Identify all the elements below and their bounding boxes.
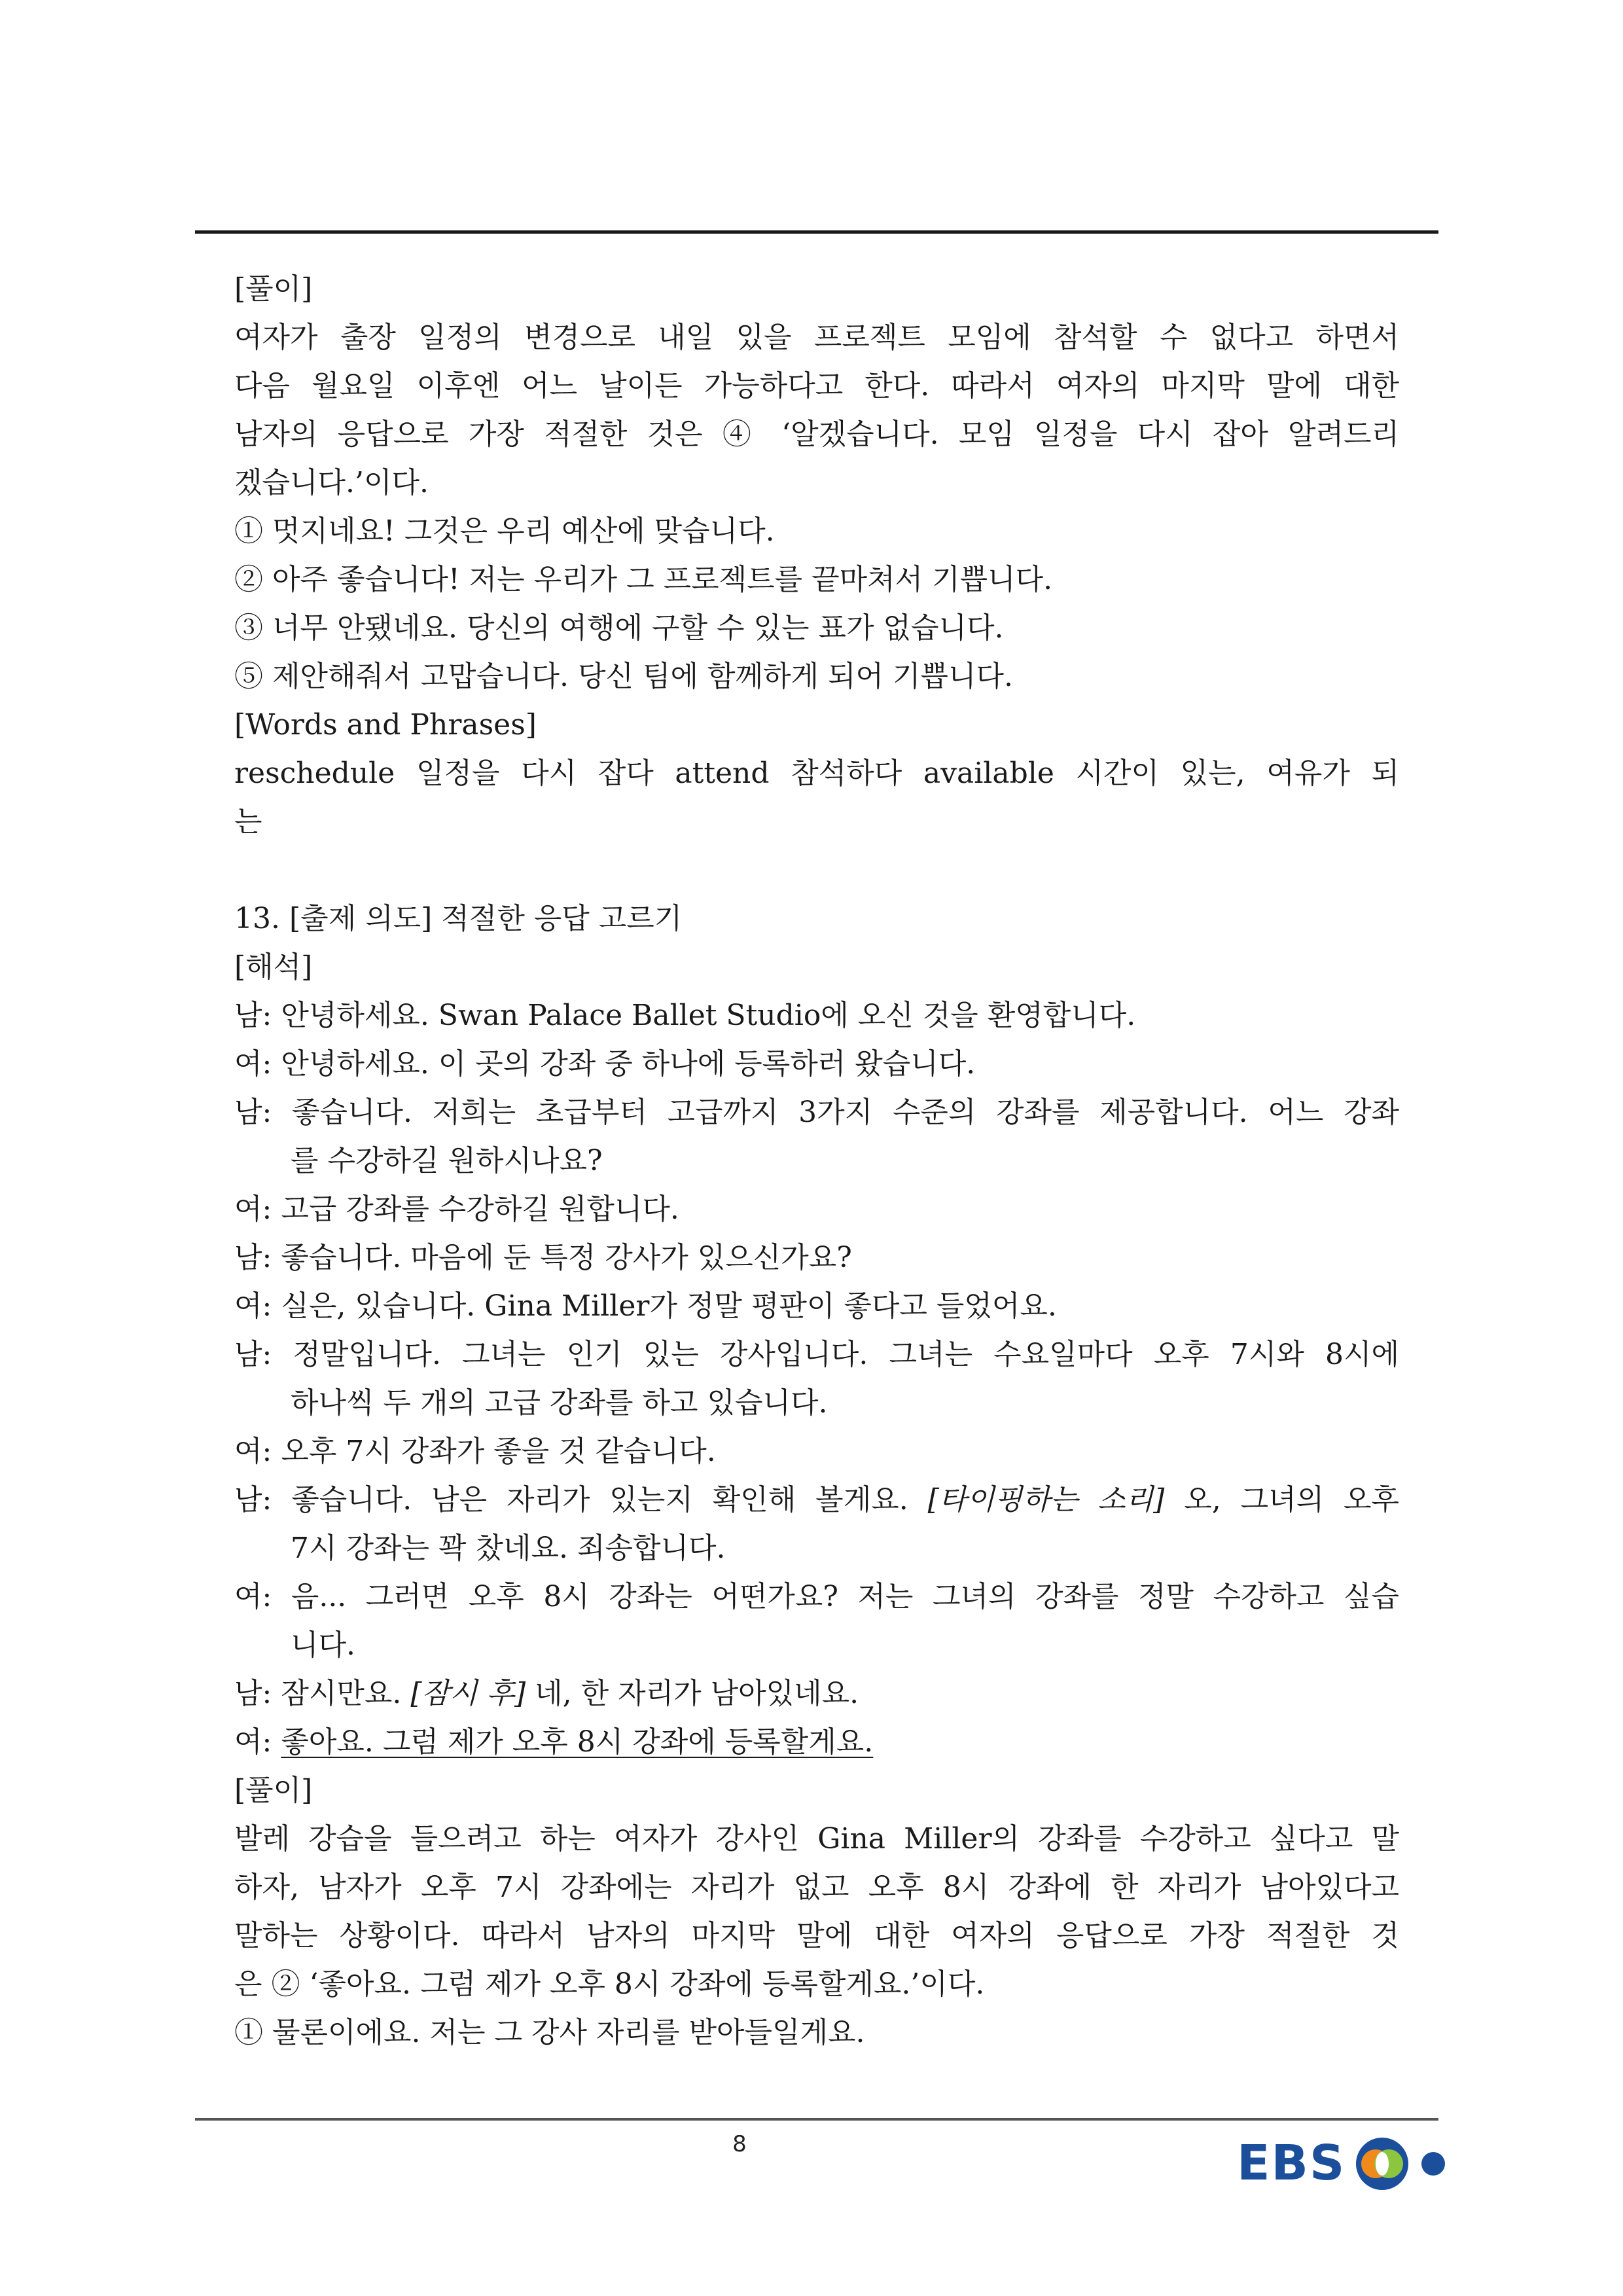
header-rule — [195, 230, 1438, 234]
ebs-logo-text: EBS — [1237, 2135, 1346, 2191]
translation-label: [해석] — [234, 950, 313, 984]
dialogue-text: 오, 그녀의 오후 — [1164, 1483, 1399, 1516]
footer-rule — [195, 2118, 1438, 2121]
ebs-logo — [1237, 2126, 1453, 2198]
dialogue-text: 남: 잠시만요. — [234, 1677, 411, 1710]
dialogue-line: 여: 오후 7시 강좌가 좋을 것 같습니다. — [234, 1435, 716, 1468]
question-title: [출제 의도] 적절한 응답 고르기 — [289, 902, 683, 935]
dialogue-line-continued: 7시 강좌는 꽉 찼네요. 죄송합니다. — [291, 1532, 726, 1565]
dialogue-line — [234, 1476, 1399, 1524]
underlined-answer: 좋아요. 그럼 제가 오후 8시 강좌에 등록할게요. — [281, 1725, 874, 1759]
option-item: ① 물론이에요. 저는 그 강사 자리를 받아들일게요. — [234, 2016, 865, 2049]
solution-paragraph-line: 발레 강습을 들으려고 하는 여자가 강사인 Gina Miller의 강좌를 수강하고 싶다고 말 — [234, 1822, 1399, 1856]
solution-paragraph-line: 여자가 출장 일정의 변경으로 내일 있을 프로젝트 모임에 참석할 수 없다고 하면서 — [234, 321, 1399, 354]
solution-label: [풀이] — [234, 272, 313, 306]
option-item: ⑤ 제안해줘서 고맙습니다. 당신 팀에 함께하게 되어 기쁩니다. — [234, 660, 1013, 693]
dialogue-line: 남: 좋습니다. 저희는 초급부터 고급까지 3가지 수준의 강좌를 제공합니다. 어느 강좌 — [234, 1096, 1399, 1129]
solution-label: [풀이] — [234, 1774, 313, 1807]
words-label: [Words and Phrases] — [234, 708, 537, 742]
dialogue-line-continued: 하나씩 두 개의 고급 강좌를 하고 있습니다. — [291, 1386, 828, 1420]
dialogue-line-answer — [234, 1718, 1399, 1767]
question-heading — [234, 895, 1399, 943]
dialogue-line: 남: 안녕하세요. Swan Palace Ballet Studio에 오신 것을 환영합니다. — [234, 999, 1136, 1032]
page-number: 8 — [732, 2131, 747, 2157]
option-item: ③ 너무 안됐네요. 당신의 여행에 구할 수 있는 표가 없습니다. — [234, 611, 1004, 645]
dialogue-line: 여: 실은, 있습니다. Gina Miller가 정말 평판이 좋다고 들었어요. — [234, 1289, 1057, 1323]
dialogue-line — [234, 1670, 1399, 1718]
dialogue-text: 네, 한 자리가 남아있네요. — [526, 1677, 859, 1710]
solution-paragraph-line: 겠습니다.’이다. — [234, 466, 429, 499]
ebs-logo-center — [1376, 2152, 1389, 2176]
stage-direction: [잠시 후] — [410, 1677, 526, 1710]
dialogue-line: 여: 고급 강좌를 수강하길 원합니다. — [234, 1193, 679, 1226]
words-line: reschedule 일정을 다시 잡다 attend 참석하다 available 시간이 있는, 여유가 되 — [234, 757, 1399, 790]
ebs-logo-dot — [1421, 2152, 1445, 2176]
page-content — [234, 265, 1399, 2057]
dialogue-line: 여: 음... 그러면 오후 8시 강좌는 어떤가요? 저는 그녀의 강좌를 정말 수강하고 싶습 — [234, 1580, 1399, 1613]
solution-paragraph-line: 남자의 응답으로 가장 적절한 것은 ④ ‘알겠습니다. 모임 일정을 다시 잡아 알려드리 — [234, 418, 1399, 451]
dialogue-line: 남: 좋습니다. 마음에 둔 특정 강사가 있으신가요? — [234, 1241, 852, 1274]
dialogue-line: 여: 안녕하세요. 이 곳의 강좌 중 하나에 등록하러 왔습니다. — [234, 1047, 976, 1081]
dialogue-text: 남: 좋습니다. 남은 자리가 있는지 확인해 볼게요. — [234, 1483, 928, 1516]
dialogue-line-continued: 를 수강하길 원하시나요? — [291, 1144, 603, 1177]
stage-direction: [타이핑하는 소리] — [927, 1483, 1165, 1516]
option-item: ② 아주 좋습니다! 저는 우리가 그 프로젝트를 끝마쳐서 기쁩니다. — [234, 563, 1053, 596]
words-line: 는 — [234, 805, 262, 838]
solution-paragraph-line: 하자, 남자가 오후 7시 강좌에는 자리가 없고 오후 8시 강좌에 한 자리가 남아있다고 — [234, 1871, 1399, 1904]
question-number: 13. — [234, 902, 280, 935]
speaker-prefix: 여: — [234, 1725, 281, 1759]
solution-paragraph-line: 말하는 상황이다. 따라서 남자의 마지막 말에 대한 여자의 응답으로 가장 적절한 것 — [234, 1919, 1399, 1952]
dialogue-line: 남: 정말입니다. 그녀는 인기 있는 강사입니다. 그녀는 수요일마다 오후 7시와 8시에 — [234, 1338, 1399, 1371]
dialogue-line-continued: 니다. — [291, 1628, 355, 1662]
solution-paragraph-line: 은 ② ‘좋아요. 그럼 제가 오후 8시 강좌에 등록할게요.’이다. — [234, 1967, 985, 2001]
solution-paragraph-line: 다음 월요일 이후엔 어느 날이든 가능하다고 한다. 따라서 여자의 마지막 말에 대한 — [234, 369, 1399, 403]
option-item: ① 멋지네요! 그것은 우리 예산에 맞습니다. — [234, 514, 775, 548]
spacer — [234, 846, 1399, 895]
